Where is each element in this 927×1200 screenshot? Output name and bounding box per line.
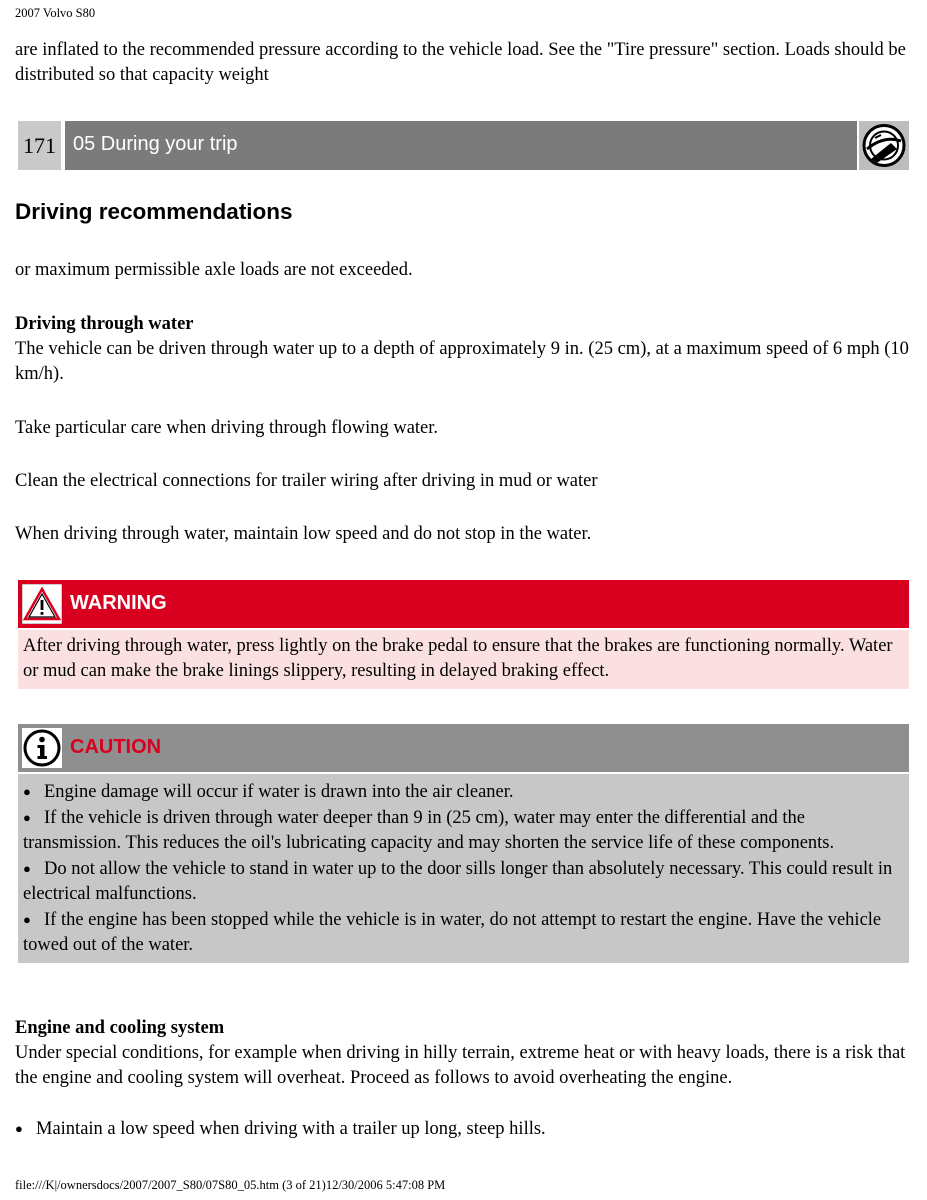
water-paragraph-2: Take particular care when driving through flowing water. [15, 418, 439, 438]
steering-wheel-icon [861, 123, 907, 168]
caution-item: ● Engine damage will occur if water is drawn into the air cleaner. [23, 779, 904, 805]
info-icon [22, 728, 62, 768]
warning-header [18, 580, 909, 628]
caution-list [18, 774, 909, 963]
engine-heading: Engine and cooling system [15, 1018, 225, 1038]
page-number: 171 [18, 121, 61, 170]
warning-text: After driving through water, press lightly on the brake pedal to ensure that the brakes are functioning normally. Water or mud can make the brake linings slippery, resulting in delayed braking effect. [18, 630, 909, 689]
warning-box [18, 580, 909, 689]
caution-item: ● Do not allow the vehicle to stand in water up to the door sills longer than absolutely necessary. This could result in electrical malfunctions. [23, 856, 904, 907]
caution-label: CAUTION [70, 736, 162, 758]
page-footer: file:///K|/ownersdocs/2007/2007_S80/07S80_05.htm (3 of 21)12/30/2006 5:47:08 PM [15, 1178, 446, 1192]
chapter-icon-box [859, 121, 909, 170]
water-paragraph-1: The vehicle can be driven through water up to a depth of approximately 9 in. (25 cm), at a maximum speed of 6 mph (10 km/h). [15, 339, 909, 384]
engine-bullet: ● Maintain a low speed when driving with a trailer up long, steep hills. [15, 1116, 910, 1142]
page-header: 2007 Volvo S80 [15, 6, 96, 20]
water-paragraph-4: When driving through water, maintain low speed and do not stop in the water. [15, 524, 592, 544]
intro-text: are inflated to the recommended pressure according to the vehicle load. See the "Tire pressure" section. Loads should be distributed so that capacity weight [15, 40, 906, 85]
engine-text: Under special conditions, for example when driving in hilly terrain, extreme heat or with heavy loads, there is a risk that the engine and cooling system will overheat. Proceed as follows to avoid overheating the engine. [15, 1043, 906, 1088]
warning-label: WARNING [70, 592, 167, 614]
bullet-icon: ● [23, 912, 31, 927]
chapter-title: 05 During your trip [65, 121, 857, 170]
caution-box [18, 724, 909, 963]
caution-item: ● If the engine has been stopped while the vehicle is in water, do not attempt to restart the engine. Have the vehicle towed out of the water. [23, 907, 904, 958]
bullet-icon: ● [23, 784, 31, 799]
caution-item: ● If the vehicle is driven through water deeper than 9 in (25 cm), water may enter the differential and the transmission. This reduces the oil's lubricating capacity and may shorten the service life of these components. [23, 805, 904, 856]
bullet-icon: ● [15, 1121, 23, 1136]
caution-header [18, 724, 909, 772]
warning-triangle-icon [22, 584, 62, 624]
chapter-bar [18, 121, 909, 170]
water-paragraph-3: Clean the electrical connections for trailer wiring after driving in mud or water [15, 471, 598, 491]
continued-text: or maximum permissible axle loads are not exceeded. [15, 260, 413, 280]
water-heading: Driving through water [15, 314, 194, 334]
bullet-icon: ● [23, 810, 31, 825]
bullet-icon: ● [23, 861, 31, 876]
section-title: Driving recommendations [15, 199, 293, 224]
